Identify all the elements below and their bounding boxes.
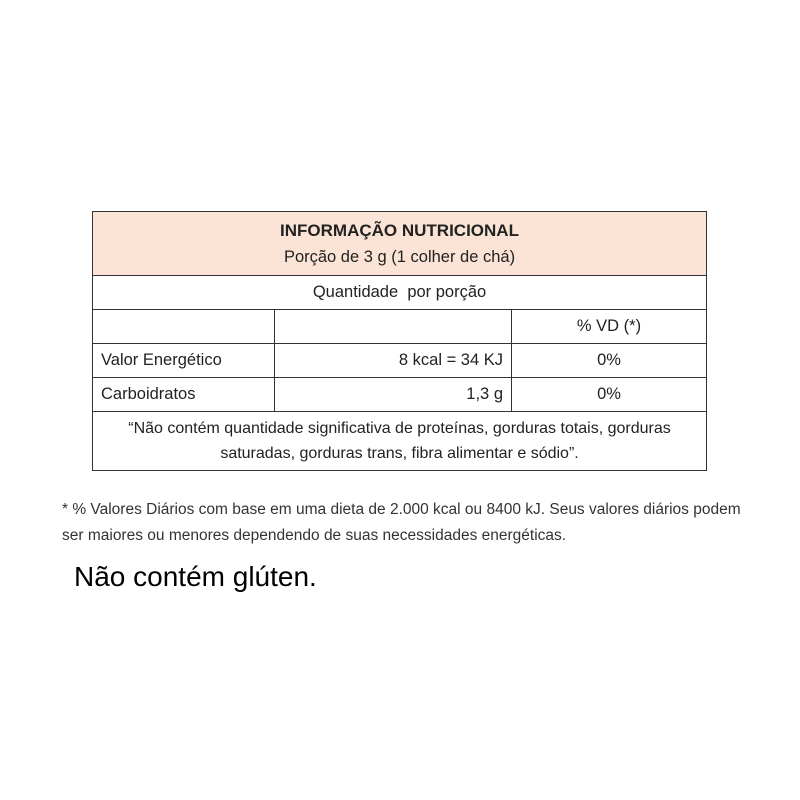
table-row <box>93 344 707 378</box>
quantity-header-row <box>93 276 707 310</box>
empty-header-cell <box>93 310 275 344</box>
nutrient-vd: 0% <box>512 378 707 412</box>
column-header-row <box>93 310 707 344</box>
nutrient-amount: 1,3 g <box>275 378 512 412</box>
empty-header-cell <box>275 310 512 344</box>
table-row <box>93 378 707 412</box>
nutrient-vd: 0% <box>512 344 707 378</box>
table-header-row <box>93 212 707 276</box>
portion-size: Porção de 3 g (1 colher de chá) <box>283 247 516 266</box>
table-header <box>93 212 707 276</box>
nutrient-amount: 8 kcal = 34 KJ <box>275 344 512 378</box>
not-significant-note: “Não contém quantidade significativa de proteínas, gorduras totais, gorduras saturadas, gorduras trans, fibra alimentar e sódio”. <box>93 412 707 471</box>
note-row <box>93 412 707 471</box>
quantity-per-portion-label: Quantidade por porção <box>93 276 707 310</box>
vd-column-header: % VD (*) <box>512 310 707 344</box>
nutrient-name: Valor Energético <box>93 344 275 378</box>
nutrition-facts-table <box>92 211 707 471</box>
table-title: INFORMAÇÃO NUTRICIONAL <box>280 220 519 240</box>
daily-values-footnote: * % Valores Diários com base em uma dieta de 2.000 kcal ou 8400 kJ. Seus valores diários podem ser maiores ou menores dependendo de suas necessidades energéticas. <box>62 501 741 544</box>
gluten-free-notice: Não contém glúten. <box>74 561 317 592</box>
nutrient-name: Carboidratos <box>93 378 275 412</box>
